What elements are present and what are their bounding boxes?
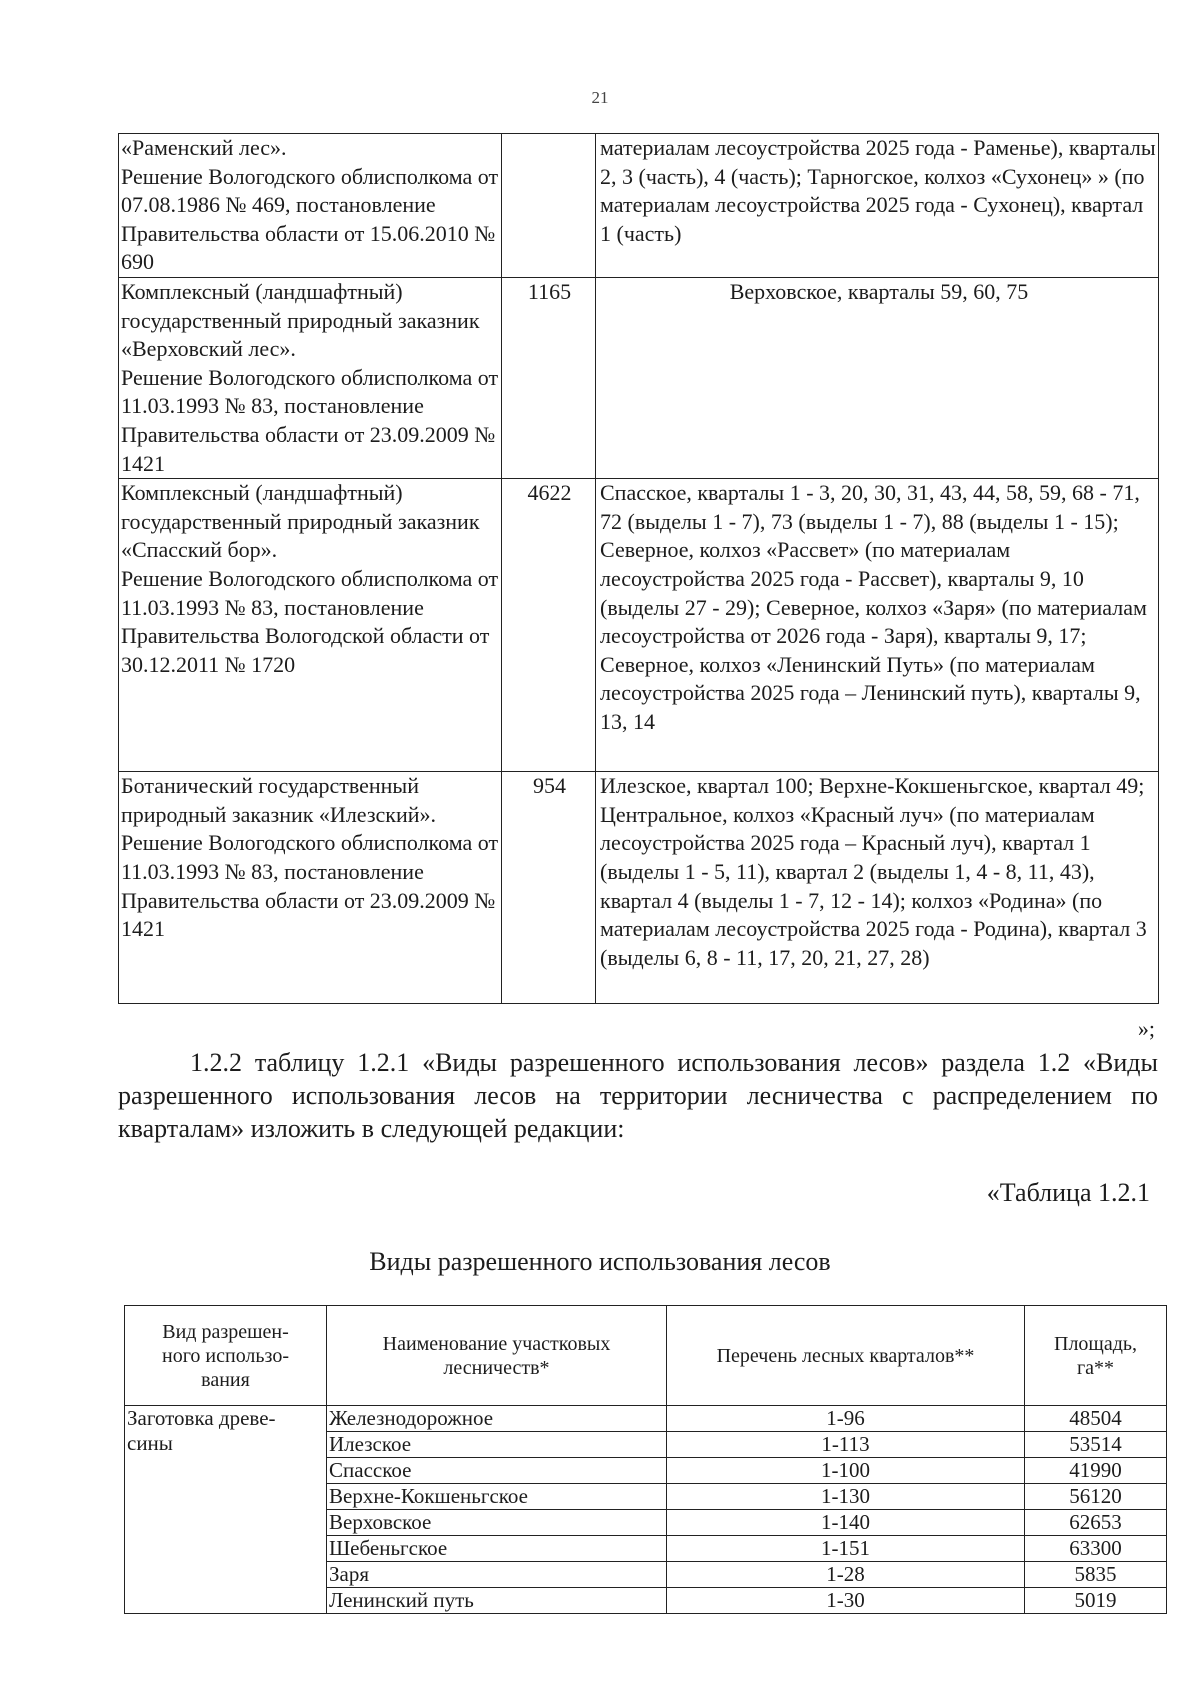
forest-use-table [124, 1305, 1167, 1614]
header-quarters: Перечень лесных кварталов** [667, 1306, 1025, 1406]
forestry-name-cell: Спасское [327, 1458, 667, 1484]
area-name-cell: Комплексный (ландшафтный) государственный природный заказник «Спасский бор». Решение Вологодского облисполкома от 11.03.1993 № 83, постановление Правительства Вологодской области от 30.12.2011 № 1720 [119, 479, 502, 772]
location-cell: материалам лесоустройства 2025 года - Раменье), кварталы 2, 3 (часть), 4 (часть); Тарногское, колхоз «Сухонец» » (по материалам лесоустройства 2025 года - Сухонец), квартал 1 (часть) [596, 134, 1159, 278]
forestry-name-cell: Верхне-Кокшеньгское [327, 1484, 667, 1510]
quarters-cell: 1-140 [667, 1510, 1025, 1536]
forestry-name-cell: Железнодорожное [327, 1406, 667, 1432]
area-name-cell: Ботанический государственный природный заказник «Илезский». Решение Вологодского облисполкома от 11.03.1993 № 83, постановление Правительства области от 23.09.2009 № 1421 [119, 772, 502, 1004]
quarters-cell: 1-100 [667, 1458, 1025, 1484]
area-cell: 63300 [1025, 1536, 1167, 1562]
header-use-type: Вид разрешен- ного использо- вания [125, 1306, 327, 1406]
closing-quote: »; [1137, 1016, 1155, 1041]
area-name-cell: «Раменский лес». Решение Вологодского облисполкома от 07.08.1986 № 469, постановление Правительства области от 15.06.2010 № 690 [119, 134, 502, 278]
quarters-cell: 1-151 [667, 1536, 1025, 1562]
area-size-cell [502, 134, 596, 278]
forestry-name-cell: Заря [327, 1562, 667, 1588]
area-cell: 41990 [1025, 1458, 1167, 1484]
table-row [119, 134, 1159, 278]
area-cell: 56120 [1025, 1484, 1167, 1510]
area-size-cell: 954 [502, 772, 596, 1004]
quarters-cell: 1-96 [667, 1406, 1025, 1432]
area-size-cell: 4622 [502, 479, 596, 772]
table-row [119, 277, 1159, 478]
forestry-name-cell: Илезское [327, 1432, 667, 1458]
forestry-name-cell: Шебеньгское [327, 1536, 667, 1562]
quarters-cell: 1-28 [667, 1562, 1025, 1588]
header-forestry-name: Наименование участковых лесничеств* [327, 1306, 667, 1406]
area-name-cell: Комплексный (ландшафтный) государственный природный заказник «Верховский лес». Решение Вологодского облисполкома от 11.03.1993 № 83, постановление Правительства области от 23.09.2009 № 1421 [119, 277, 502, 478]
table-row [119, 772, 1159, 1004]
page-number: 21 [591, 88, 609, 107]
table-row [119, 479, 1159, 772]
area-cell: 5835 [1025, 1562, 1167, 1588]
location-cell: Спасское, кварталы 1 - 3, 20, 30, 31, 43, 44, 58, 59, 68 - 71, 72 (выделы 1 - 7), 73 (выделы 1 - 7), 88 (выделы 1 - 15); Северное, колхоз «Рассвет» (по материалам лесоустройства 2025 года - Рассвет), кварталы 9, 10 (выделы 27 - 29); Северное, колхоз «Заря» (по материалам лесоустройства от 2026 года - Заря), кварталы 9, 17; Северное, колхоз «Ленинский Путь» (по материалам лесоустройства 2025 года – Ленинский путь), кварталы 9, 13, 14 [596, 479, 1159, 772]
area-cell: 5019 [1025, 1588, 1167, 1614]
area-cell: 62653 [1025, 1510, 1167, 1536]
area-cell: 48504 [1025, 1406, 1167, 1432]
quarters-cell: 1-30 [667, 1588, 1025, 1614]
area-cell: 53514 [1025, 1432, 1167, 1458]
table-label: «Таблица 1.2.1 [986, 1178, 1150, 1207]
location-cell: Верховское, кварталы 59, 60, 75 [596, 277, 1159, 478]
header-area: Площадь, га** [1025, 1306, 1167, 1406]
forestry-name-cell: Ленинский путь [327, 1588, 667, 1614]
protected-areas-table [118, 133, 1159, 1004]
quarters-cell: 1-113 [667, 1432, 1025, 1458]
forestry-name-cell: Верховское [327, 1510, 667, 1536]
location-cell: Илезское, квартал 100; Верхне-Кокшеньгское, квартал 49; Центральное, колхоз «Красный луч» (по материалам лесоустройства 2025 года – Красный луч), квартал 1 (выделы 1 - 5, 11), квартал 2 (выделы 1, 4 - 8, 11, 43), квартал 4 (выделы 1 - 7, 12 - 14); колхоз «Родина» (по материалам лесоустройства 2025 года - Родина), квартал 3 (выделы 6, 8 - 11, 17, 20, 21, 27, 28) [596, 772, 1159, 1004]
table-title: Виды разрешенного использования лесов [369, 1247, 831, 1276]
table-row [125, 1406, 1167, 1432]
use-type-cell: Заготовка древе- сины [125, 1406, 327, 1614]
area-size-cell: 1165 [502, 277, 596, 478]
quarters-cell: 1-130 [667, 1484, 1025, 1510]
amendment-paragraph: 1.2.2 таблицу 1.2.1 «Виды разрешенного использования лесов» раздела 1.2 «Виды разрешенного использования лесов на территории лесничества с распределением по кварталам» изложить в следующей редакции: [118, 1048, 1158, 1143]
table-header-row [125, 1306, 1167, 1406]
